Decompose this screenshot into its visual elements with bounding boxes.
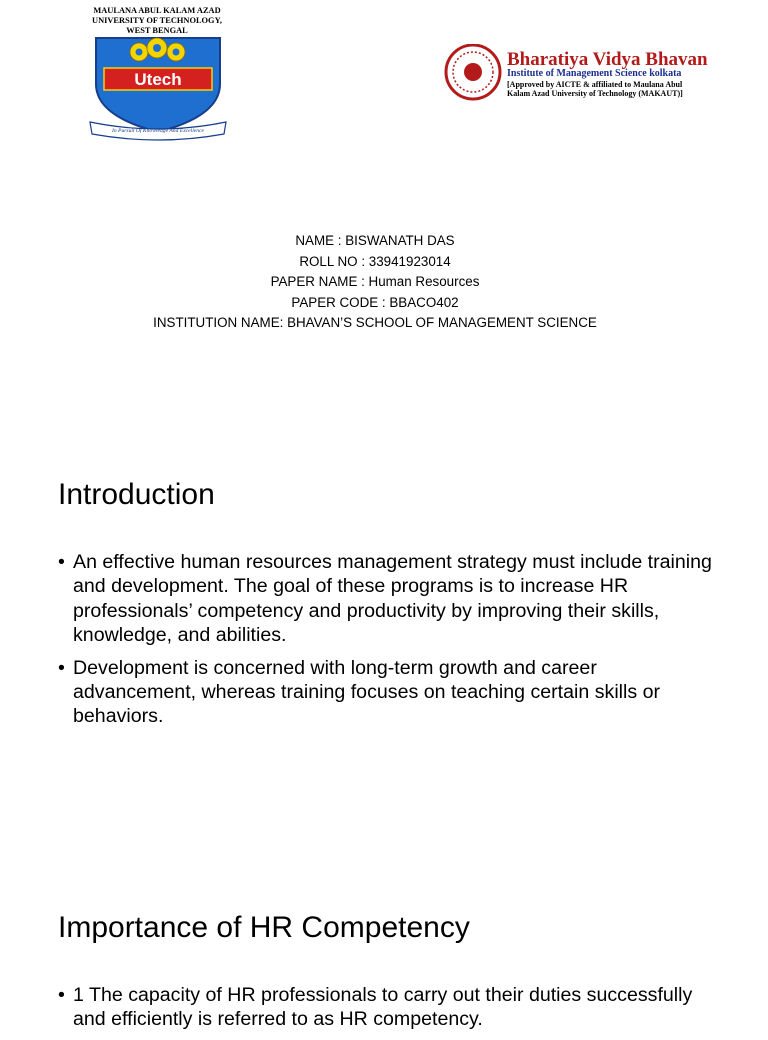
list-item — [58, 550, 718, 648]
bullet-text: Development is concerned with long-term growth and career advancement, whereas training focuses on teaching certain skills or behaviors. — [73, 656, 661, 728]
bullet-text: An effective human resources management strategy must include training and development. The goal of these programs is to increase HR professionals’ competency and productivity by improving their skills, knowledge, and abilities. — [73, 551, 712, 647]
introduction-heading: Introduction — [58, 478, 215, 511]
bullet-text: 1 The capacity of HR professionals to carry out their duties successfully and efficiently is referred to as HR competency. — [73, 984, 693, 1031]
student-name: NAME : BISWANATH DAS — [295, 233, 455, 248]
roll-number: ROLL NO : 33941923014 — [299, 253, 451, 269]
bvb-subtitle: Institute of Management Science kolkata — [507, 68, 682, 79]
utech-motto: In Pursuit Of Knowledge And Excellence — [111, 128, 205, 134]
institution-name: INSTITUTION NAME: BHAVAN’S SCHOOL OF MANAGEMENT SCIENCE — [153, 315, 597, 331]
bvb-approval-line1: [Approved by AICTE & affiliated to Maulana Abul — [507, 80, 683, 89]
logo-left-line1: MAULANA ABUL KALAM AZAD — [93, 6, 221, 15]
list-item — [58, 983, 718, 1032]
bullet-dot: • — [58, 984, 65, 1006]
importance-heading: Importance of HR Competency — [58, 911, 470, 944]
paper-name: PAPER NAME : Human Resources — [270, 274, 480, 290]
utech-emblem — [84, 4, 230, 142]
importance-bullets — [58, 983, 718, 1040]
student-info — [0, 231, 750, 334]
introduction-bullets — [58, 550, 718, 737]
logo-left-line2: UNIVERSITY OF TECHNOLOGY, — [92, 16, 222, 25]
bvb-logo — [440, 44, 730, 102]
logo-left-line3: WEST BENGAL — [126, 26, 188, 35]
utech-badge-text: Utech — [134, 70, 182, 89]
list-item — [58, 656, 718, 729]
bvb-title: Bharatiya Vidya Bhavan — [507, 49, 708, 70]
bullet-dot: • — [58, 656, 65, 679]
bullet-dot: • — [58, 551, 65, 573]
bvb-approval-line2: Kalam Azad University of Technology (MAKAUT)] — [507, 89, 683, 98]
paper-code: PAPER CODE : BBACO402 — [291, 294, 459, 310]
makaut-utech-logo — [84, 4, 230, 142]
bvb-emblem — [440, 44, 730, 102]
